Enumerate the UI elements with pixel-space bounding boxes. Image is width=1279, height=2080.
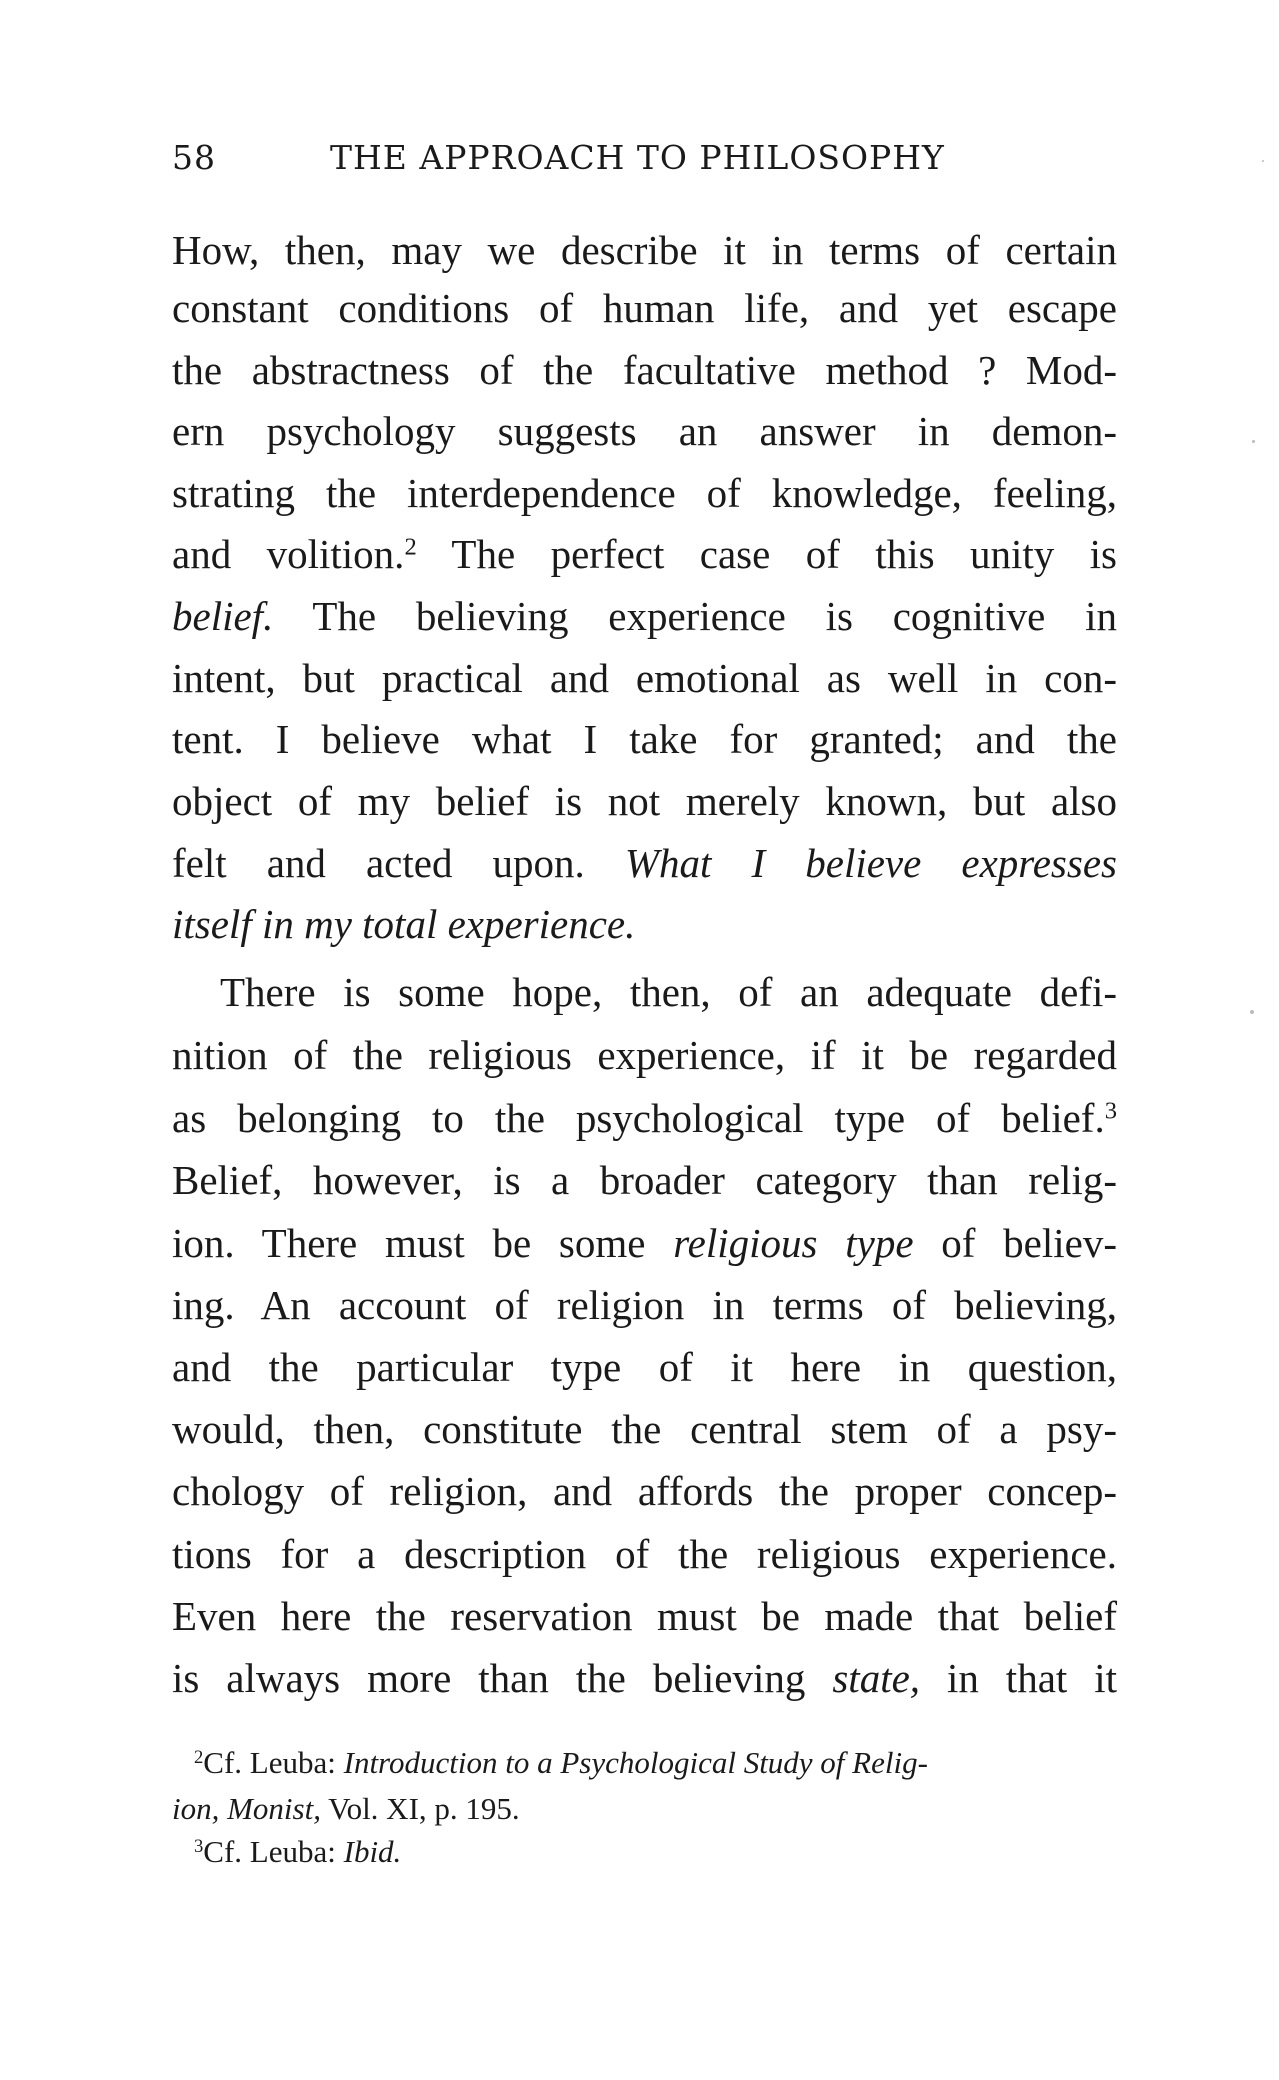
text-line: would, then, constitute the central stem of a psy-	[172, 1406, 1117, 1452]
text-line: ion. There must be some religious type of believ-	[172, 1220, 1117, 1266]
text-line: belief. The believing experience is cognitive in	[172, 593, 1117, 639]
scan-speck	[1262, 160, 1264, 162]
text-line: as belonging to the psychological type of belief.$^3$	[172, 1095, 1117, 1141]
text-line: itself in my total experience.	[172, 901, 636, 947]
text-line: Belief, however, is a broader category than relig-	[172, 1157, 1117, 1203]
text-line: object of my belief is not merely known, but also	[172, 778, 1117, 824]
text-line: is always more than the believing state, in that it	[172, 1655, 1118, 1701]
running-header	[172, 138, 1117, 178]
scan-speck	[1250, 1010, 1254, 1014]
text-line: How, then, may we describe it in terms of certain	[172, 227, 1117, 273]
footnote-ref: 2	[404, 533, 417, 561]
running-title: THE APPROACH TO PHILOSOPHY	[330, 138, 945, 177]
text-line: nition of the religious experience, if it be regarded	[172, 1032, 1117, 1078]
text-line: felt and acted upon. What I believe expresses	[172, 840, 1117, 886]
scan-speck	[1252, 440, 1255, 443]
text-line: and the particular type of it here in question,	[172, 1344, 1117, 1390]
footnote-2-cont: ion, Monist, Vol. XI, p. 195.	[172, 1791, 520, 1826]
text-line: intent, but practical and emotional as well in con-	[172, 655, 1117, 701]
text-line: constant conditions of human life, and yet escape	[172, 285, 1117, 331]
text-line: tions for a description of the religious experience.	[172, 1531, 1117, 1577]
text-line: Even here the reservation must be made that belief	[172, 1593, 1117, 1639]
footnote-3: $^3$Cf. Leuba: Ibid.	[194, 1834, 402, 1869]
text-line: strating the interdependence of knowledge, feeling,	[172, 470, 1117, 516]
footnote-2: $^2$Cf. Leuba: Introduction to a Psychological Study of Relig-	[194, 1745, 928, 1780]
text-line: ing. An account of religion in terms of believing,	[172, 1282, 1117, 1328]
text-line: ern psychology suggests an answer in demon-	[172, 408, 1117, 454]
footnote-ref: 3	[1104, 1097, 1117, 1125]
text-line: and volition.$^2$ The perfect case of this unity is	[172, 531, 1117, 577]
text-line: chology of religion, and affords the proper concep-	[172, 1468, 1117, 1514]
text-line: There is some hope, then, of an adequate defi-	[220, 969, 1117, 1015]
text-line: the abstractness of the facultative method ? Mod-	[172, 347, 1117, 393]
text-line: tent. I believe what I take for granted; and the	[172, 716, 1117, 762]
page-number: 58	[172, 138, 216, 177]
